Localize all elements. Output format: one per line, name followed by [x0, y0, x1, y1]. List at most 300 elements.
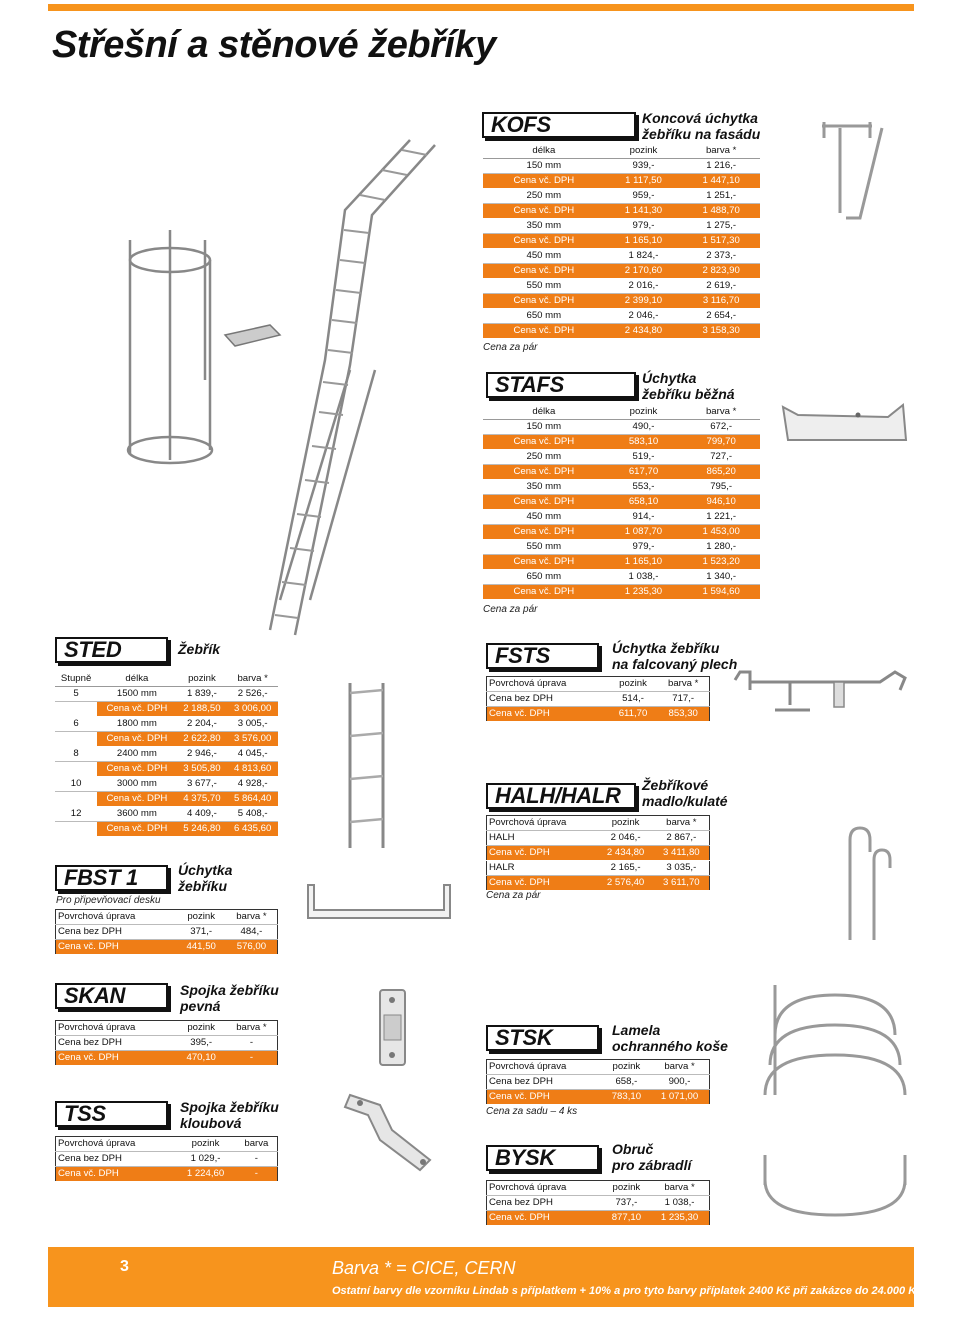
stsk-price-table [486, 1059, 710, 1105]
tss-code-box: TSS [55, 1101, 168, 1127]
cell: 490,- [605, 420, 683, 435]
header-cell: barva * [226, 1021, 278, 1036]
cell: Cena vč. DPH [97, 762, 176, 777]
cell: 550 mm [483, 540, 605, 555]
cell: 450 mm [483, 249, 605, 264]
cell: Cena vč. DPH [97, 732, 176, 747]
table-header-row [56, 1021, 278, 1036]
cell: 1 221,- [682, 510, 760, 525]
cell: 2 165,- [598, 861, 654, 876]
cell: 250 mm [483, 450, 605, 465]
table-row [483, 174, 760, 189]
table-row [483, 555, 760, 570]
cell: 1 447,10 [682, 174, 760, 189]
table-header-row [487, 1181, 710, 1196]
skan-caption-line2: pevná [180, 998, 221, 1014]
table-row [483, 219, 760, 234]
table-header-row [483, 405, 760, 420]
table-row [487, 1211, 710, 1226]
table-row [487, 1090, 710, 1105]
page-number: 3 [120, 1258, 129, 1275]
fbst-price-table [55, 909, 278, 955]
cell: Cena vč. DPH [483, 585, 605, 600]
table-row [55, 807, 278, 822]
cell: 717,- [657, 692, 709, 707]
cell: 3 158,30 [682, 324, 760, 339]
cell: 650 mm [483, 309, 605, 324]
table-row [56, 1167, 278, 1182]
cell: 5 864,40 [227, 792, 278, 807]
cell: 441,50 [177, 940, 226, 955]
tss-caption-line2: kloubová [180, 1115, 242, 1131]
cell: 853,30 [657, 707, 709, 722]
top-accent-bar [48, 4, 914, 11]
bysk-caption [612, 1141, 691, 1173]
cell: 371,- [177, 925, 226, 940]
cell: 1 165,10 [605, 234, 683, 249]
cell: - [236, 1152, 278, 1167]
cell: 5 [55, 687, 97, 702]
cell: 1500 mm [97, 687, 176, 702]
cell: 1 235,30 [650, 1211, 709, 1226]
header-cell: barva * [657, 677, 709, 692]
table-row [56, 1036, 278, 1051]
header-cell: Povrchová úprava [487, 1060, 603, 1075]
header-cell: Povrchová úprava [56, 910, 177, 925]
cell: 4 045,- [227, 747, 278, 762]
stafs-code-box: STAFS [486, 372, 636, 398]
cell: 783,10 [603, 1090, 650, 1105]
table-row [55, 747, 278, 762]
cell: 1 224,60 [175, 1167, 236, 1182]
table-row [483, 480, 760, 495]
cell: 979,- [605, 540, 683, 555]
roof-ladder-illustration [110, 120, 470, 640]
cell: Cena vč. DPH [483, 174, 605, 189]
table-row [487, 1196, 710, 1211]
cell: 939,- [605, 159, 683, 174]
cell: 10 [55, 777, 97, 792]
cell: 2 622,80 [177, 732, 228, 747]
cell: Cena vč. DPH [97, 792, 176, 807]
cell: Cena vč. DPH [56, 1051, 177, 1066]
cell: Cena vč. DPH [483, 264, 605, 279]
cell: 4 375,70 [177, 792, 228, 807]
cell: 1 488,70 [682, 204, 760, 219]
table-row [483, 204, 760, 219]
cell: Cena vč. DPH [483, 435, 605, 450]
tss-price-table [55, 1136, 278, 1182]
cell: 4 813,60 [227, 762, 278, 777]
cell: 2 188,50 [177, 702, 228, 717]
cell: 6 [55, 717, 97, 732]
cell: 395,- [177, 1036, 226, 1051]
cell: 550 mm [483, 279, 605, 294]
sted-caption: Žebřík [178, 641, 221, 657]
kofs-caption [642, 110, 760, 142]
cell: 514,- [609, 692, 658, 707]
stafs-caption [642, 370, 735, 402]
cell: - [236, 1167, 278, 1182]
table-row [55, 792, 278, 807]
cell: 2 946,- [177, 747, 228, 762]
cell: 2 867,- [654, 831, 710, 846]
header-cell: pozink [605, 405, 683, 420]
cell: 658,- [603, 1075, 650, 1090]
header-cell: Povrchová úprava [56, 1021, 177, 1036]
table-header-row [56, 910, 278, 925]
table-row [483, 264, 760, 279]
cell: 650 mm [483, 570, 605, 585]
table-row [483, 570, 760, 585]
cell: 2 576,40 [598, 876, 654, 891]
cell: 1 594,60 [682, 585, 760, 600]
skan-connector-illustration [375, 985, 410, 1070]
fbst-code-box: FBST 1 [55, 865, 168, 891]
cell: 3 005,- [227, 717, 278, 732]
table-row [483, 294, 760, 309]
header-cell: délka [97, 672, 176, 687]
cell: Cena vč. DPH [483, 204, 605, 219]
fsts-caption [612, 640, 737, 672]
cell: Cena bez DPH [56, 925, 177, 940]
cell: 799,70 [682, 435, 760, 450]
table-row [483, 540, 760, 555]
bysk-caption-line2: pro zábradlí [612, 1157, 692, 1173]
cell: Cena vč. DPH [487, 707, 609, 722]
header-cell: barva * [226, 910, 278, 925]
tss-caption-line1: Spojka žebříku [180, 1099, 279, 1115]
header-cell: délka [483, 405, 605, 420]
header-cell: pozink [605, 144, 683, 159]
cell: Cena vč. DPH [487, 846, 598, 861]
kofs-bracket-illustration [812, 118, 902, 228]
table-row [55, 822, 278, 837]
header-cell: barva * [654, 816, 710, 831]
fbst-caption [178, 862, 232, 894]
table-row [483, 465, 760, 480]
cell: 877,10 [603, 1211, 650, 1226]
cell: 959,- [605, 189, 683, 204]
cell: 1 216,- [682, 159, 760, 174]
cell: 865,20 [682, 465, 760, 480]
halh-price-table [486, 815, 710, 891]
cell: 946,10 [682, 495, 760, 510]
cell: 1 340,- [682, 570, 760, 585]
skan-code-box: SKAN [55, 983, 168, 1009]
table-row [483, 234, 760, 249]
cell: 3 611,70 [654, 876, 710, 891]
kofs-caption-line2: žebříku na fasádu [642, 126, 761, 142]
skan-caption [180, 982, 279, 1014]
cell: 6 435,60 [227, 822, 278, 837]
fsts-caption-line2: na falcovaný plech [612, 656, 738, 672]
table-row [56, 1051, 278, 1066]
halh-caption [642, 777, 728, 809]
color-surcharge-note: Ostatní barvy dle vzorníku Lindab s příplatkem + 10% a pro tyto barvy příplatek 2400 Kč při zakázce do 24.000 Kč [332, 1285, 923, 1297]
cell: - [226, 1051, 278, 1066]
cell: 1 517,30 [682, 234, 760, 249]
cell: 1 523,20 [682, 555, 760, 570]
header-cell: Povrchová úprava [56, 1137, 176, 1152]
halh-caption-line2: madlo/kulaté [642, 793, 728, 809]
header-cell: pozink [598, 816, 654, 831]
cell: 1800 mm [97, 717, 176, 732]
table-row [483, 249, 760, 264]
cell: 1 235,30 [605, 585, 683, 600]
fbst-bracket-illustration [300, 880, 460, 940]
fbst-subnote: Pro připevňovací desku [56, 895, 161, 906]
table-header-row [487, 816, 710, 831]
header-cell: barva * [650, 1060, 709, 1075]
table-row [56, 925, 278, 940]
cell: 727,- [682, 450, 760, 465]
sted-price-table [55, 672, 278, 837]
cell [55, 732, 97, 747]
cell: 795,- [682, 480, 760, 495]
bysk-price-table [486, 1180, 710, 1226]
table-row [56, 940, 278, 955]
cell: Cena vč. DPH [483, 555, 605, 570]
cell: Cena bez DPH [487, 692, 609, 707]
cell: 2 046,- [605, 309, 683, 324]
header-cell: Stupně [55, 672, 97, 687]
cell: 3600 mm [97, 807, 176, 822]
table-row [487, 876, 710, 891]
table-row [56, 1152, 278, 1167]
sted-code-box: STED [55, 637, 168, 663]
table-row [483, 585, 760, 600]
cell: 583,10 [605, 435, 683, 450]
cell: 1 251,- [682, 189, 760, 204]
cell: Cena vč. DPH [487, 876, 598, 891]
cell: 8 [55, 747, 97, 762]
cell: 2 434,80 [598, 846, 654, 861]
table-row [483, 495, 760, 510]
cell: Cena vč. DPH [56, 1167, 176, 1182]
color-legend: Barva * = CICE, CERN [332, 1258, 516, 1278]
cell: Cena vč. DPH [483, 324, 605, 339]
cell: 3000 mm [97, 777, 176, 792]
table-row [483, 450, 760, 465]
cell: 2 399,10 [605, 294, 683, 309]
cell: 484,- [226, 925, 278, 940]
cell: 150 mm [483, 420, 605, 435]
table-row [483, 279, 760, 294]
cell: 250 mm [483, 189, 605, 204]
table-row [483, 189, 760, 204]
table-row [483, 510, 760, 525]
cell: 519,- [605, 450, 683, 465]
cell: 3 116,70 [682, 294, 760, 309]
cell: 2 823,90 [682, 264, 760, 279]
table-row [487, 1075, 710, 1090]
bysk-caption-line1: Obruč [612, 1141, 654, 1157]
skan-price-table [55, 1020, 278, 1066]
header-cell: délka [483, 144, 605, 159]
cell: 1 141,30 [605, 204, 683, 219]
cell: 2 373,- [682, 249, 760, 264]
bysk-code-box: BYSK [486, 1145, 599, 1171]
cell: Cena vč. DPH [483, 525, 605, 540]
cell: Cena vč. DPH [483, 465, 605, 480]
cell: 12 [55, 807, 97, 822]
cell: 1 071,00 [650, 1090, 709, 1105]
cell: 1 038,- [650, 1196, 709, 1211]
cell: 3 411,80 [654, 846, 710, 861]
table-row [55, 777, 278, 792]
cell: 576,00 [226, 940, 278, 955]
cell: 1 275,- [682, 219, 760, 234]
cell: 3 035,- [654, 861, 710, 876]
cell: Cena vč. DPH [487, 1090, 603, 1105]
cell: 2 204,- [177, 717, 228, 732]
table-header-row [56, 1137, 278, 1152]
cell: Cena bez DPH [487, 1196, 603, 1211]
table-row [483, 525, 760, 540]
cell: 5 408,- [227, 807, 278, 822]
table-header-row [483, 144, 760, 159]
fsts-caption-line1: Úchytka žebříku [612, 640, 720, 656]
stsk-caption-line2: ochranného koše [612, 1038, 728, 1054]
halh-caption-line1: Žebříkové [642, 777, 709, 793]
header-cell: pozink [177, 672, 228, 687]
kofs-price-table [483, 144, 760, 339]
cell: Cena vč. DPH [56, 940, 177, 955]
cell: 737,- [603, 1196, 650, 1211]
cell [55, 822, 97, 837]
cell: 3 677,- [177, 777, 228, 792]
table-row [483, 159, 760, 174]
table-row [483, 420, 760, 435]
header-cell: pozink [175, 1137, 236, 1152]
table-row [487, 707, 710, 722]
cell: 2 046,- [598, 831, 654, 846]
kofs-note: Cena za pár [483, 342, 538, 353]
cell: 4 409,- [177, 807, 228, 822]
fsts-bracket-illustration [730, 650, 915, 725]
table-header-row [487, 677, 710, 692]
cell: 1 839,- [177, 687, 228, 702]
table-row [55, 732, 278, 747]
cell: 1 824,- [605, 249, 683, 264]
table-row [487, 861, 710, 876]
cell: 2 526,- [227, 687, 278, 702]
cell: 2 434,80 [605, 324, 683, 339]
cell: 1 165,10 [605, 555, 683, 570]
stsk-caption-line1: Lamela [612, 1022, 661, 1038]
cell [55, 792, 97, 807]
cell: 2 619,- [682, 279, 760, 294]
cell: 2 016,- [605, 279, 683, 294]
cell: 979,- [605, 219, 683, 234]
skan-caption-line1: Spojka žebříku [180, 982, 279, 998]
cell: 2 654,- [682, 309, 760, 324]
cell: 350 mm [483, 480, 605, 495]
header-cell: Povrchová úprava [487, 816, 598, 831]
cell: - [226, 1036, 278, 1051]
stafs-caption-line1: Úchytka [642, 370, 697, 386]
cell: 1 087,70 [605, 525, 683, 540]
header-cell: barva * [682, 405, 760, 420]
header-cell: pozink [603, 1060, 650, 1075]
cell [55, 702, 97, 717]
stsk-code-box: STSK [486, 1025, 599, 1051]
cell: 2400 mm [97, 747, 176, 762]
sted-ladder-illustration [338, 678, 398, 853]
cell: Cena vč. DPH [97, 702, 176, 717]
cell: 914,- [605, 510, 683, 525]
table-header-row [55, 672, 278, 687]
stafs-price-table [483, 405, 760, 600]
table-row [487, 692, 710, 707]
table-row [487, 831, 710, 846]
table-row [55, 762, 278, 777]
cell: 2 170,60 [605, 264, 683, 279]
cell: 1 453,00 [682, 525, 760, 540]
cell: 611,70 [609, 707, 658, 722]
fsts-price-table [486, 676, 710, 722]
cell: Cena vč. DPH [483, 234, 605, 249]
cell: 1 038,- [605, 570, 683, 585]
header-cell: Povrchová úprava [487, 1181, 603, 1196]
cell: HALR [487, 861, 598, 876]
cell: 450 mm [483, 510, 605, 525]
stsk-caption [612, 1022, 728, 1054]
cell: 1 280,- [682, 540, 760, 555]
stafs-caption-line2: žebříku běžná [642, 386, 735, 402]
tss-caption [180, 1099, 279, 1131]
cell: Cena vč. DPH [97, 822, 176, 837]
kofs-caption-line1: Koncová úchytka [642, 110, 758, 126]
header-cell: barva * [227, 672, 278, 687]
fbst-caption-line1: Úchytka [178, 862, 233, 878]
cell: 4 928,- [227, 777, 278, 792]
cell: 350 mm [483, 219, 605, 234]
table-row [487, 846, 710, 861]
header-cell: Povrchová úprava [487, 677, 609, 692]
cell: 900,- [650, 1075, 709, 1090]
fsts-code-box: FSTS [486, 643, 599, 669]
cell: Cena bez DPH [56, 1152, 176, 1167]
table-row [483, 309, 760, 324]
table-row [483, 324, 760, 339]
kofs-code-box: KOFS [482, 112, 636, 138]
table-header-row [487, 1060, 710, 1075]
stsk-note: Cena za sadu – 4 ks [486, 1106, 578, 1117]
cell: 1 029,- [175, 1152, 236, 1167]
cell: 5 246,80 [177, 822, 228, 837]
table-row [483, 435, 760, 450]
cell: HALH [487, 831, 598, 846]
header-cell: pozink [177, 910, 226, 925]
table-row [55, 702, 278, 717]
cell: 1 117,50 [605, 174, 683, 189]
header-cell: pozink [603, 1181, 650, 1196]
table-row [55, 717, 278, 732]
cell: 553,- [605, 480, 683, 495]
cell: 3 576,00 [227, 732, 278, 747]
cell: 3 505,80 [177, 762, 228, 777]
cell: Cena vč. DPH [487, 1211, 603, 1226]
tss-connector-illustration [340, 1085, 450, 1175]
fbst-caption-line2: žebříku [178, 878, 228, 894]
halh-note: Cena za pár [486, 890, 541, 901]
cell: 150 mm [483, 159, 605, 174]
cell [55, 762, 97, 777]
cell: Cena bez DPH [487, 1075, 603, 1090]
header-cell: barva * [650, 1181, 709, 1196]
